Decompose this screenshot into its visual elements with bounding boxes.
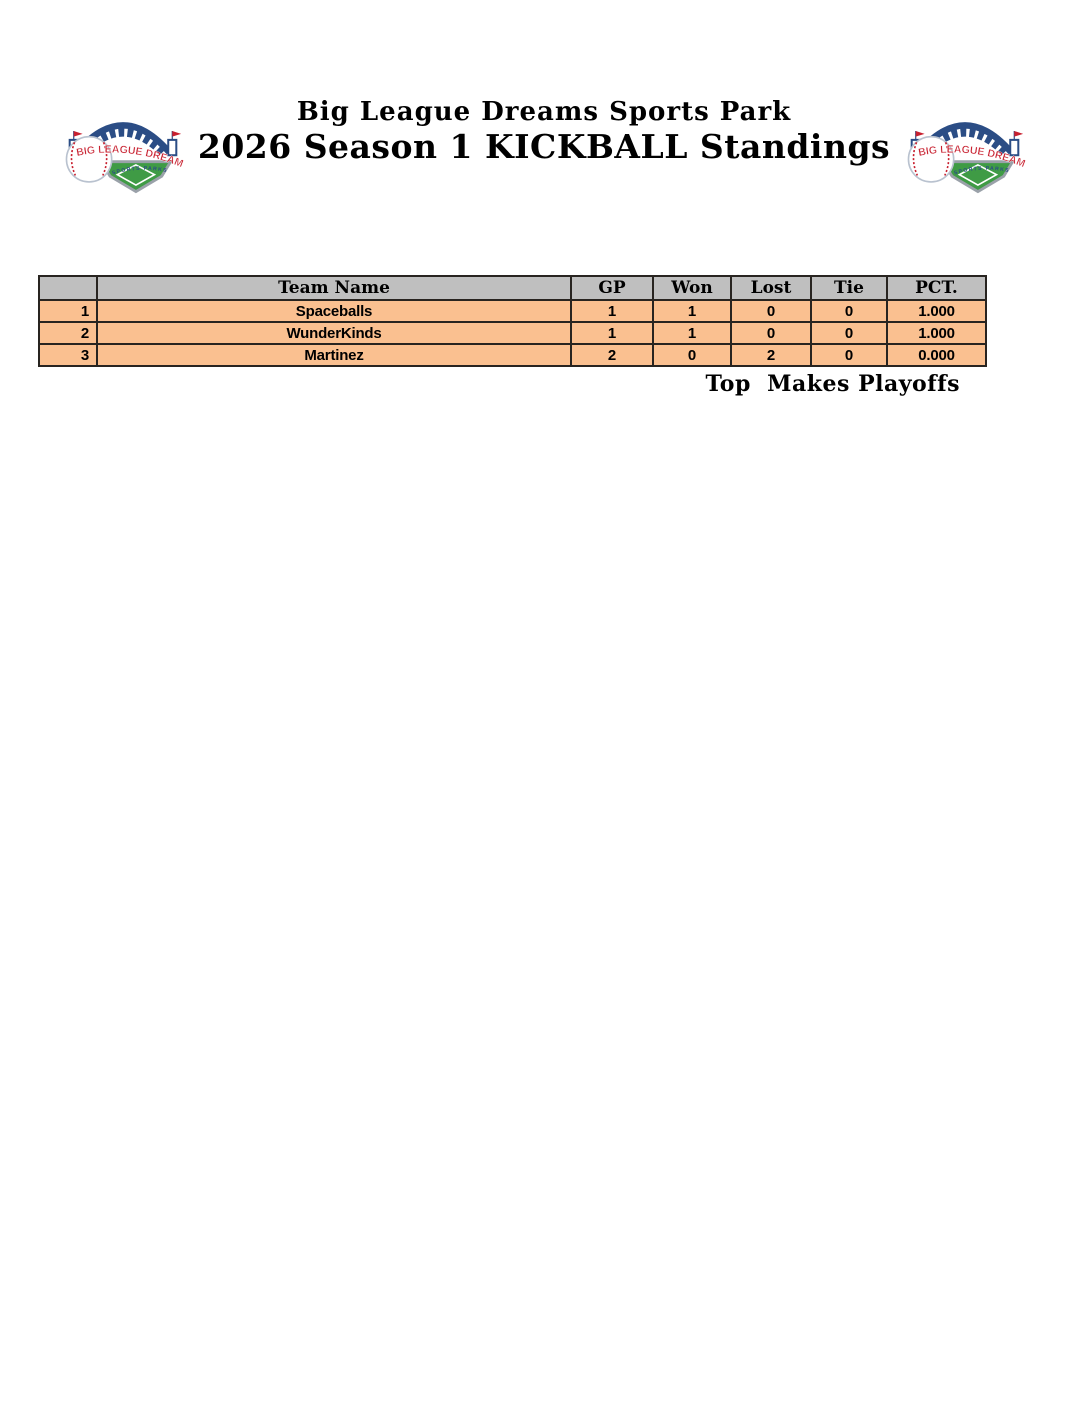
tie-cell: 0 — [811, 322, 887, 344]
col-header-tie: Tie — [811, 276, 887, 300]
team-cell: WunderKinds — [97, 322, 571, 344]
table-row — [39, 344, 986, 366]
pct-cell: 1.000 — [887, 322, 986, 344]
gp-cell: 2 — [571, 344, 653, 366]
rank-cell: 3 — [39, 344, 97, 366]
table-row — [39, 300, 986, 322]
pct-cell: 1.000 — [887, 300, 986, 322]
col-header-won: Won — [653, 276, 731, 300]
lost-cell: 0 — [731, 300, 811, 322]
col-header-team-name: Team Name — [97, 276, 571, 300]
table-header-row — [39, 276, 986, 300]
playoffs-note: Top Makes Playoffs — [705, 371, 960, 397]
col-header-lost: Lost — [731, 276, 811, 300]
col-header-rank — [39, 276, 97, 300]
standings-title: 2026 Season 1 KICKBALL Standings — [197, 127, 891, 166]
table-row — [39, 322, 986, 344]
rank-cell: 2 — [39, 322, 97, 344]
tie-cell: 0 — [811, 300, 887, 322]
won-cell: 1 — [653, 300, 731, 322]
pct-cell: 0.000 — [887, 344, 986, 366]
team-cell: Martinez — [97, 344, 571, 366]
park-title: Big League Dreams Sports Park — [296, 97, 792, 127]
col-header-pct: PCT. — [887, 276, 986, 300]
col-header-gp: GP — [571, 276, 653, 300]
lost-cell: 0 — [731, 322, 811, 344]
gp-cell: 1 — [571, 322, 653, 344]
tie-cell: 0 — [811, 344, 887, 366]
big-league-dreams-logo-left — [62, 110, 184, 194]
won-cell: 1 — [653, 322, 731, 344]
won-cell: 0 — [653, 344, 731, 366]
team-cell: Spaceballs — [97, 300, 571, 322]
rank-cell: 1 — [39, 300, 97, 322]
big-league-dreams-logo-right — [904, 110, 1026, 194]
gp-cell: 1 — [571, 300, 653, 322]
standings-table — [38, 275, 987, 367]
lost-cell: 2 — [731, 344, 811, 366]
